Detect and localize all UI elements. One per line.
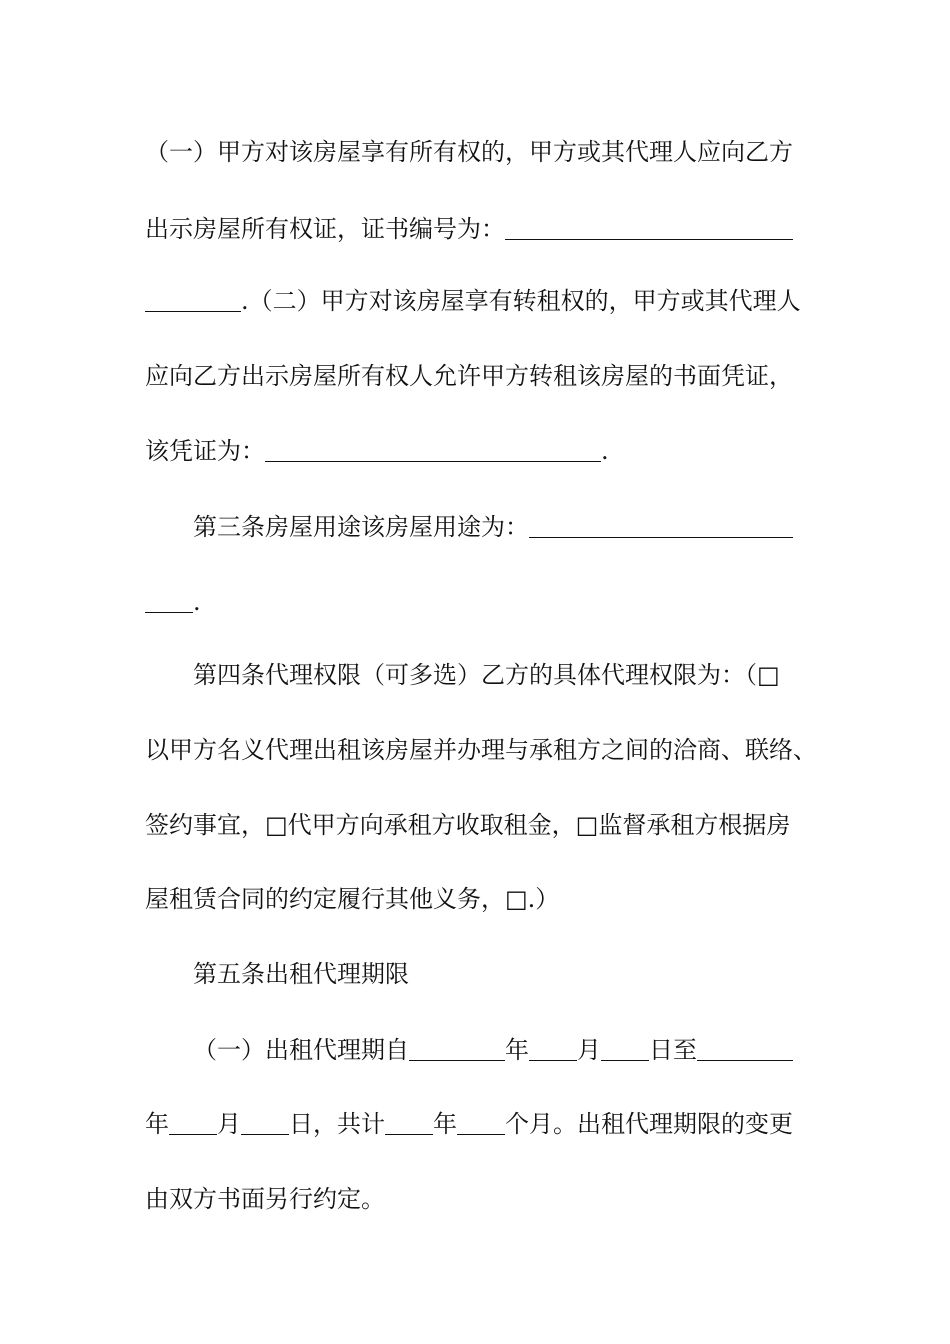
article-4-line-1: 第四条代理权限（可多选）乙方的具体代理权限为：（□	[193, 661, 780, 689]
article-5-line-2: 年＿＿月＿＿日，共计＿＿年＿＿个月。出租代理期限的变更	[145, 1110, 793, 1138]
article-3-line-1: 第三条房屋用途该房屋用途为：＿＿＿＿＿＿＿＿＿＿＿	[193, 513, 793, 541]
paragraph-line-3: ＿＿＿＿.（二）甲方对该房屋享有转租权的，甲方或其代理人	[145, 287, 801, 315]
article-5-line-3: 由双方书面另行约定。	[145, 1185, 385, 1213]
article-4-line-4: 屋租赁合同的约定履行其他义务，□.）	[145, 885, 560, 913]
article-5-line-1: （一）出租代理期自＿＿＿＿年＿＿月＿＿日至＿＿＿＿	[193, 1036, 793, 1064]
paragraph-line-5: 该凭证为：＿＿＿＿＿＿＿＿＿＿＿＿＿＿.	[145, 437, 609, 465]
paragraph-line-2: 出示房屋所有权证，证书编号为：＿＿＿＿＿＿＿＿＿＿＿＿	[145, 215, 793, 243]
article-4-line-2: 以甲方名义代理出租该房屋并办理与承租方之间的洽商、联络、	[145, 736, 817, 764]
article-4-line-3: 签约事宜，□代甲方向承租方收取租金，□监督承租方根据房	[145, 811, 791, 839]
article-5-heading: 第五条出租代理期限	[193, 960, 409, 988]
paragraph-line-4: 应向乙方出示房屋所有权人允许甲方转租该房屋的书面凭证，	[145, 362, 793, 390]
article-3-line-2: ＿＿.	[145, 588, 201, 616]
paragraph-line-1: （一）甲方对该房屋享有所有权的，甲方或其代理人应向乙方	[145, 138, 793, 166]
